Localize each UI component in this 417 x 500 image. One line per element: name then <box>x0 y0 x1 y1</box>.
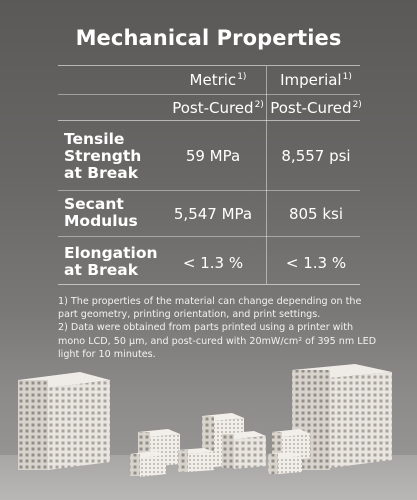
footnote-2: 2) Data were obtained from parts printed using a printer with mono LCD, 50 μm, and post-cured with 20mW/cm² of 395 nm LED light for 10 minutes. <box>58 322 377 360</box>
row-divider <box>58 190 360 191</box>
cell-secant-metric: 5,547 MPa <box>173 205 253 223</box>
row-label-elongation: Elongation at Break <box>64 244 158 279</box>
lattice-cube-right-front <box>268 452 302 474</box>
column-header-imperial-label: Imperial <box>280 71 342 89</box>
subheader-metric-label: Post-Cured <box>172 99 254 117</box>
column-header-metric <box>170 71 266 89</box>
printed-lattice-cubes-photo <box>0 350 417 500</box>
cell-elongation-imperial: < 1.3 % <box>285 254 347 272</box>
lattice-cube-medium <box>222 431 266 469</box>
column-header-imperial <box>267 71 365 89</box>
subheader-imperial <box>267 99 365 117</box>
footnote-ref: 2) <box>352 100 362 110</box>
subheader-metric <box>170 99 266 117</box>
cell-secant-imperial: 805 ksi <box>288 205 344 223</box>
cell-tensile-metric: 59 MPa <box>185 147 241 165</box>
header-bottom-rule <box>58 120 360 121</box>
lattice-block-left <box>18 372 110 470</box>
header-divider <box>58 94 360 95</box>
footnote-ref: 1) <box>342 72 352 82</box>
row-label-tensile-strength: Tensile Strength at Break <box>64 130 142 182</box>
footnote-1: 1) The properties of the material can change depending on the part geometry, printing orientation, and print settings. <box>58 296 362 321</box>
cell-tensile-imperial: 8,557 psi <box>281 147 351 165</box>
lattice-cube-front <box>178 448 214 472</box>
lattice-cube-tiny <box>130 451 166 477</box>
table-bottom-rule <box>58 284 360 285</box>
table-top-rule <box>58 65 360 66</box>
footnote-ref: 1) <box>237 72 247 82</box>
column-header-metric-label: Metric <box>189 71 237 89</box>
row-divider <box>58 236 360 237</box>
subheader-imperial-label: Post-Cured <box>270 99 352 117</box>
footnote-ref: 2) <box>254 100 264 110</box>
cell-elongation-metric: < 1.3 % <box>182 254 244 272</box>
page-title: Mechanical Properties <box>75 26 342 50</box>
row-label-secant-modulus: Secant Modulus <box>64 195 138 230</box>
